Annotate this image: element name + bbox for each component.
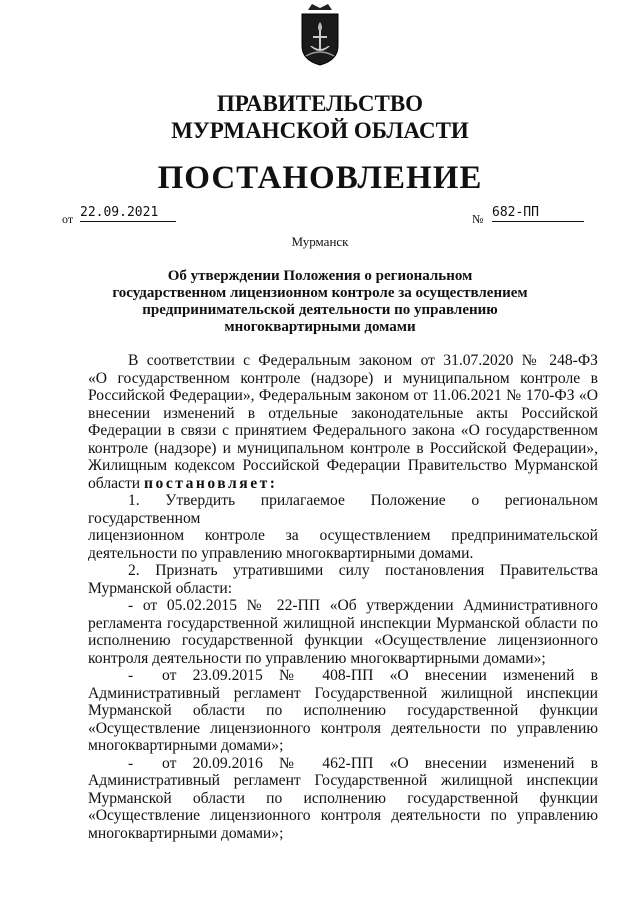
bullet1-line: исполнению государственной функции «Осуществление лицензионного — [88, 632, 598, 649]
bullet3-first-line — [88, 755, 598, 773]
bullet2-first-line — [88, 667, 598, 685]
body-line: В соответствии с Федеральным законом от 31.07.2020 № 248-ФЗ — [128, 352, 598, 369]
murmansk-coat-of-arms-icon — [298, 2, 342, 66]
item1-line: лицензионном контроле за осуществлением предпринимательской — [88, 527, 598, 544]
org-name-line2: МУРМАНСКОЙ ОБЛАСТИ — [171, 118, 469, 143]
document-date: 22.09.2021 — [80, 205, 176, 222]
bullet-text: от 23.09.2015 № 408-ПП «О внесении изменений в — [162, 667, 598, 684]
document-title — [100, 268, 540, 336]
bullet3-line: «Осуществление лицензионного контроля деятельности по управлению — [88, 807, 598, 824]
bullet3-line: Административный регламент Государственной жилищной инспекции — [88, 772, 598, 789]
document-number: 682-ПП — [492, 205, 584, 222]
item1-line: деятельности по управлению многоквартирными домами. — [88, 544, 474, 562]
title-line: государственном лицензионном контроле за осуществлением — [112, 285, 528, 301]
body-line: Российской Федерации», Федеральным законом от 11.06.2021 № 170-ФЗ «О — [88, 387, 598, 404]
number-prefix: № — [472, 212, 484, 226]
title-line: предпринимательской деятельности по управлению — [142, 302, 498, 318]
city: Мурманск — [291, 234, 349, 249]
item2-line: Мурманской области: — [88, 579, 233, 597]
document-body — [88, 352, 598, 842]
body-line: контроле (надзоре) и муниципальном контроле в Российской Федерации», — [88, 439, 598, 457]
date-prefix: от — [62, 212, 74, 226]
body-line: Жилищным кодексом Российской Федерации Правительство Мурманской — [88, 457, 598, 474]
title-line: Об утверждении Положения о региональном — [167, 268, 473, 284]
bullet3-line: многоквартирными домами»; — [88, 824, 284, 842]
item2-line: 2. Признать утратившими силу постановления Правительства — [128, 562, 598, 579]
bullet-dash: - — [128, 754, 134, 772]
bullet3-line: Мурманской области по исполнению государственной функции — [88, 789, 598, 807]
bullet-text: от 05.02.2015 № 22-ПП «Об утверждении Административного — [142, 597, 598, 614]
body-line: внесении изменений в отдельные законодательные акты Российской — [88, 404, 598, 422]
bullet-dash: - — [128, 597, 134, 614]
bullet2-line: многоквартирными домами»; — [88, 737, 284, 754]
bullet-dash: - — [128, 667, 134, 684]
document-type: ПОСТАНОВЛЕНИЕ — [157, 160, 483, 196]
body-line: «О государственном контроле (надзоре) и муниципальном контроле в — [88, 369, 598, 387]
resolves-colon: : — [269, 474, 278, 492]
bullet2-line: Мурманской области по исполнению государственной функции — [88, 702, 598, 719]
resolves-prefix: области — [88, 474, 141, 492]
org-name-line1: ПРАВИТЕЛЬСТВО — [216, 91, 424, 116]
bullet1-line: регламента государственной жилищной инспекции Мурманской области по — [88, 614, 598, 632]
body-line: Федерации в связи с принятием Федерального закона «О государственном — [88, 422, 598, 439]
title-line: многоквартирными домами — [224, 319, 416, 335]
bullet2-line: «Осуществление лицензионного контроля деятельности по управлению — [88, 719, 598, 737]
bullet1-first-line — [88, 597, 598, 615]
bullet2-line: Административный регламент Государственной жилищной инспекции — [88, 684, 598, 702]
bullet-text: от 20.09.2016 № 462-ПП «О внесении изменений в — [162, 754, 598, 772]
bullet1-line: контроля деятельности по управлению многоквартирными домами»; — [88, 649, 546, 667]
resolves-word: постановляет — [144, 474, 270, 492]
item1-line: 1. Утвердить прилагаемое Положение о региональном государственном — [88, 492, 598, 527]
resolves-line — [88, 475, 598, 493]
